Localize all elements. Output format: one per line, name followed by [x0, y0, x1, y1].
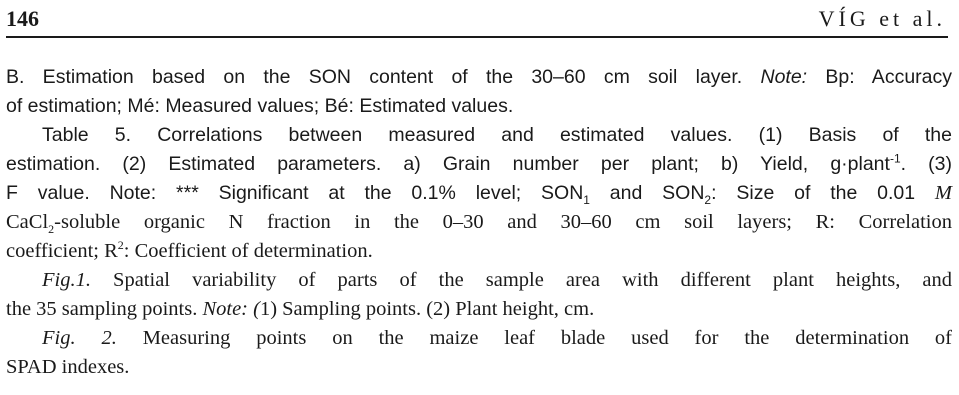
text-span: CaCl: [6, 211, 49, 233]
text-span: estimation. (2) Estimated parameters. a) Grain number per plant; b) Yield, g·plant: [6, 153, 890, 175]
text-line: [6, 237, 952, 266]
text-span: : Coefficient of determination.: [123, 240, 373, 262]
subscript: 2: [48, 222, 55, 237]
text-span: and SON: [589, 182, 705, 204]
text-span: Measuring points on the maize leaf blade used for the determination of: [116, 327, 953, 349]
molar-symbol: M: [934, 182, 952, 204]
page-number: 146: [6, 6, 39, 31]
text-span: Bp: Accuracy: [807, 66, 953, 88]
text-line: [6, 63, 952, 92]
superscript: 2: [117, 238, 124, 253]
page-header: [6, 6, 948, 38]
text-span: Spatial variability of parts of the sample area with different plant heights, and: [90, 269, 952, 291]
text-span: . (3): [900, 153, 953, 175]
note-label: Note: (: [202, 298, 260, 320]
figure-label: Fig.1.: [42, 269, 91, 291]
caption-text: [6, 63, 952, 382]
figure-label: Fig. 2.: [42, 327, 117, 349]
text-line: [6, 150, 952, 179]
text-line: of estimation; Mé: Measured values; Bé: Estimated values.: [6, 95, 514, 117]
subscript: 2: [704, 192, 712, 207]
text-line: [6, 208, 952, 237]
text-line: [6, 179, 952, 208]
text-span: : Size of the 0.01: [711, 182, 935, 204]
subscript: 1: [583, 192, 590, 207]
text-span: F value. Note: *** Significant at the 0.1% level; SON: [6, 182, 584, 204]
superscript: -1: [889, 151, 901, 166]
running-head: VÍG et al.: [818, 6, 946, 31]
note-label: Note:: [760, 66, 808, 88]
figure-caption-line: [6, 324, 952, 353]
text-span: -soluble organic N fraction in the 0–30 and 30–60 cm soil layers; R: Correlation: [54, 211, 952, 233]
text-span: the 35 sampling points.: [6, 298, 203, 320]
table-caption-line: Table 5. Correlations between measured and estimated values. (1) Basis of the: [42, 124, 952, 146]
text-span: coefficient; R: [6, 240, 118, 262]
text-span: B. Estimation based on the SON content of the 30–60 cm soil layer.: [6, 66, 761, 88]
text-line: [6, 295, 952, 324]
text-span: 1) Sampling points. (2) Plant height, cm.: [259, 298, 595, 320]
text-line: SPAD indexes.: [6, 356, 130, 378]
figure-caption-line: [6, 266, 952, 295]
